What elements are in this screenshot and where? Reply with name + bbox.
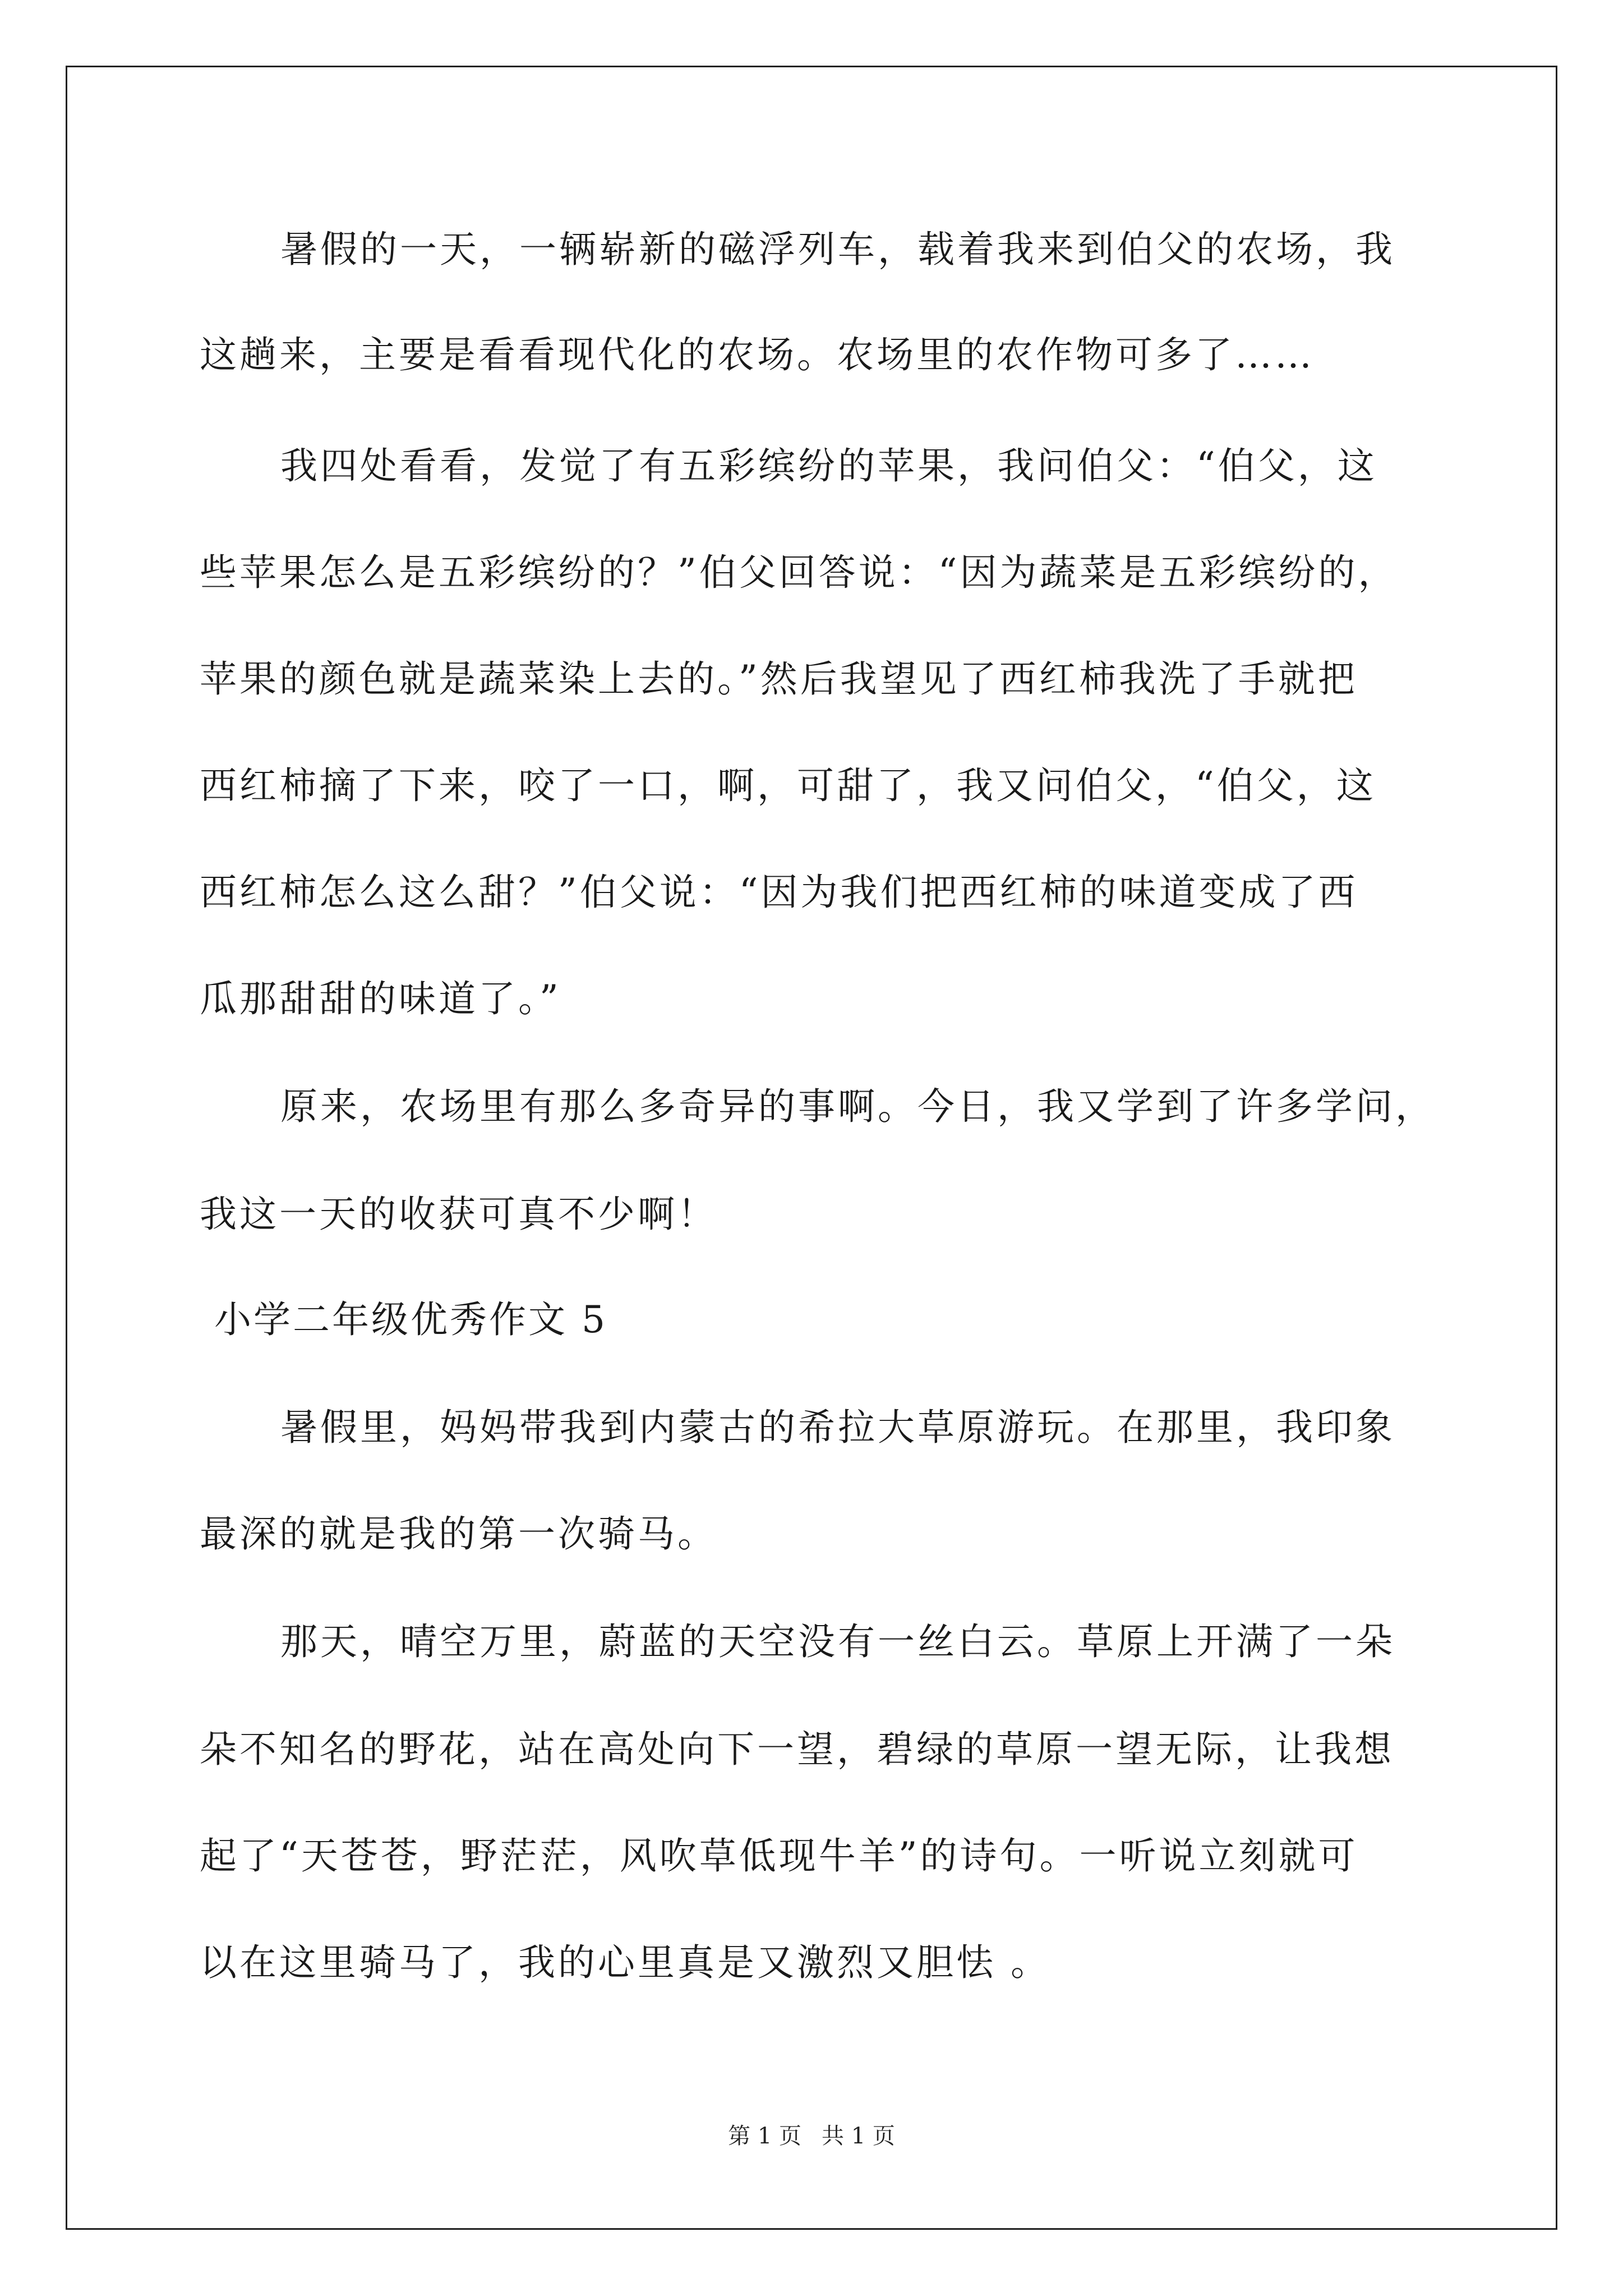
page-total: 共 1 页: [822, 2123, 895, 2149]
paragraph-line: 我这一天的收获可真不少啊！: [200, 1193, 717, 1236]
paragraph-line: 苹果的颜色就是蔬菜染上去的。”然后我望见了西红柿我洗了手就把: [200, 657, 1358, 701]
paragraph-line: 原来，农场里有那么多奇异的事啊。今日，我又学到了许多学问，: [280, 1085, 1435, 1128]
page-footer: [0, 2125, 1623, 2147]
paragraph-line: 暑假的一天，一辆崭新的磁浮列车，载着我来到伯父的农场，我: [280, 228, 1395, 271]
paragraph-line: 西红柿摘了下来，咬了一口，啊，可甜了，我又问伯父，“伯父，这: [200, 764, 1376, 807]
paragraph-line: 以在这里骑马了，我的心里真是又激烈又胆怯 。: [200, 1941, 1050, 1984]
paragraph-line: 我四处看看，发觉了有五彩缤纷的苹果，我问伯父：“伯父，这: [280, 444, 1377, 487]
paragraph-line: 瓜那甜甜的味道了。”: [200, 977, 561, 1020]
page-number: 第 1 页: [728, 2123, 801, 2149]
paragraph-line: 这趟来，主要是看看现代化的农场。农场里的农作物可多了……: [200, 333, 1315, 376]
paragraph-line: 西红柿怎么这么甜？”伯父说：“因为我们把西红柿的味道变成了西: [200, 871, 1358, 914]
paragraph-line: 起了“天苍苍，野茫茫，风吹草低现牛羊”的诗句。一听说立刻就可: [200, 1834, 1358, 1878]
page-border: [66, 66, 1557, 2230]
paragraph-line: 最深的就是我的第一次骑马。: [200, 1512, 717, 1556]
paragraph-line: 朵不知名的野花，站在高处向下一望，碧绿的草原一望无际，让我想: [200, 1728, 1394, 1771]
paragraph-line: 暑假里，妈妈带我到内蒙古的希拉大草原游玩。在那里，我印象: [280, 1406, 1395, 1449]
paragraph-line: 些苹果怎么是五彩缤纷的？”伯父回答说：“因为蔬菜是五彩缤纷的，: [200, 551, 1398, 594]
section-heading: 小学二年级优秀作文 5: [214, 1298, 607, 1341]
paragraph-line: 那天，晴空万里，蔚蓝的天空没有一丝白云。草原上开满了一朵: [280, 1620, 1395, 1663]
